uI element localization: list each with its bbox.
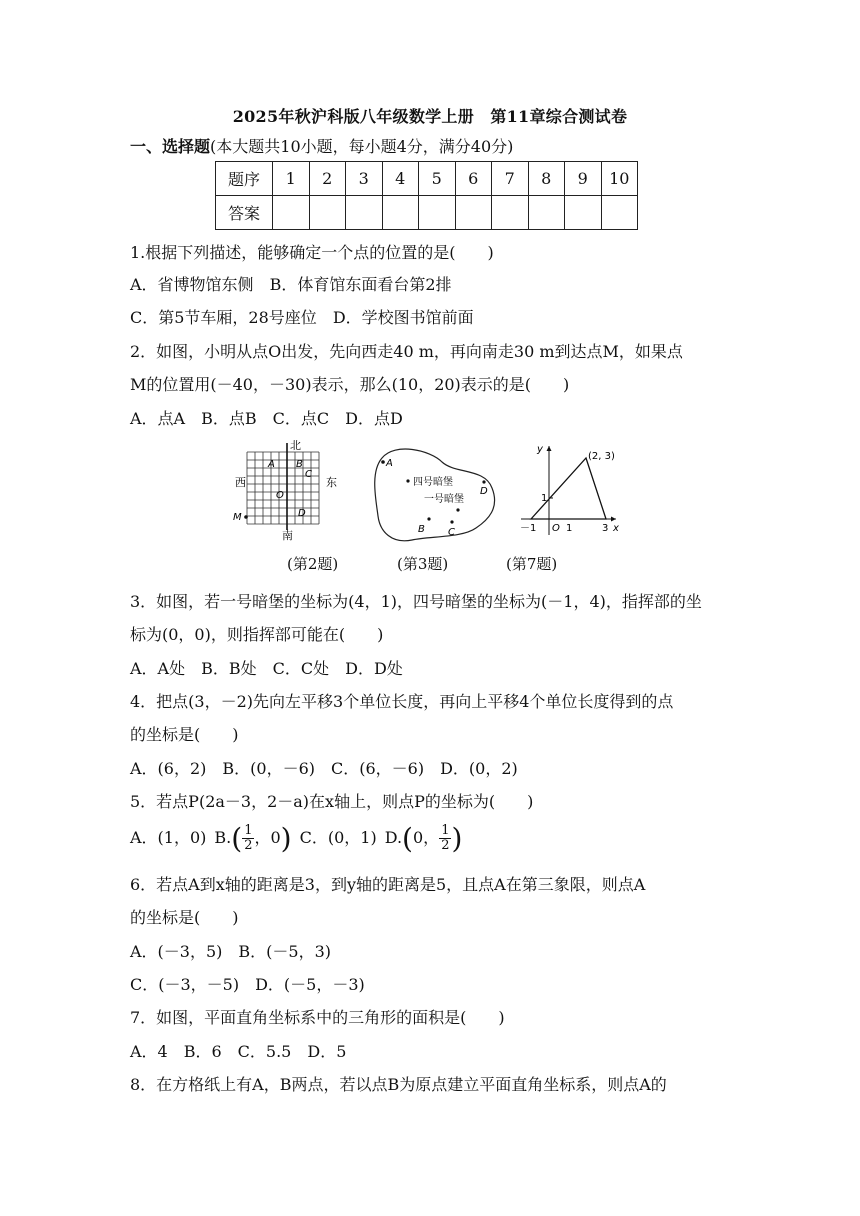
q5-paren-open-d: ( <box>402 822 413 855</box>
fig7-x-label: x <box>613 523 619 534</box>
fig2-grid <box>247 452 319 524</box>
fig3-dot-1 <box>456 508 459 511</box>
table-cell-number: 9 <box>565 162 602 196</box>
answer-cell[interactable] <box>419 196 456 230</box>
fig2-point-m: M <box>233 512 242 523</box>
q4-stem-line2: 的坐标是( ) <box>130 725 239 744</box>
q3-options: A．A处 B．B处 C．C处 D．D处 <box>130 659 403 678</box>
q1-options-row1 <box>130 272 452 295</box>
fig3-point-c: C <box>448 527 455 538</box>
q5-option-d-prefix: D. <box>384 828 403 847</box>
q7-stem: 7．如图，平面直角坐标系中的三角形的面积是( ) <box>130 1008 505 1027</box>
q1-stem: 1.根据下列描述，能够确定一个点的位置的是( ) <box>130 243 494 262</box>
fig3-dot-c <box>450 520 453 523</box>
fig2-point-d: D <box>298 508 306 519</box>
fig7-y-label: y <box>537 444 543 455</box>
fig2-point-b: B <box>296 459 303 470</box>
q5-zero: 0 <box>270 828 281 847</box>
fig3-dot-a <box>381 460 385 464</box>
table-cell-number: 1 <box>273 162 310 196</box>
caption-fig3: (第3题) <box>397 555 449 573</box>
q6-stem-line1: 6．若点A到x轴的距离是3，到y轴的距离是5，且点A在第三象限，则点A <box>130 875 646 894</box>
q1-option-b: B．体育馆东面看台第2排 <box>269 275 452 294</box>
q1-option-a: A．省博物馆东侧 <box>130 275 254 294</box>
answer-table-row-answers <box>216 196 638 230</box>
fig2-east-label: 东 <box>326 476 337 489</box>
answer-table-row-numbers <box>216 162 638 196</box>
table-cell-number: 4 <box>382 162 419 196</box>
table-head-answer: 答案 <box>216 196 273 230</box>
fig2-south-label: 南 <box>282 529 293 542</box>
fig2-north-label: 北 <box>290 440 301 452</box>
section-heading <box>130 134 513 157</box>
table-cell-number: 6 <box>455 162 492 196</box>
fig3-dot-4 <box>406 479 409 482</box>
q5-zero-d: 0 <box>412 828 424 847</box>
q5-option-a: A．(1，0) <box>130 828 207 847</box>
answer-cell[interactable] <box>492 196 529 230</box>
q5-frac-num: 1 <box>244 823 253 838</box>
fig7-origin: O <box>552 523 560 534</box>
table-cell-number: 2 <box>309 162 346 196</box>
q7-options: A．4 B．6 C．5.5 D．5 <box>130 1042 347 1061</box>
fig7-tick-m1: －1 <box>520 523 537 534</box>
q1-option-c: C．第5节车厢，28号座位 <box>130 308 317 327</box>
fig3-point-d: D <box>480 486 488 497</box>
q5-options: A．(1，0) B.( $\frac{1}{2}$ ，0) C．(0，1) D.(0， $\frac{1}{2}$ ) <box>130 822 463 855</box>
fig3-label-1: 一号暗堡 <box>424 494 464 505</box>
answer-cell[interactable] <box>382 196 419 230</box>
answer-cell[interactable] <box>455 196 492 230</box>
q6-stem-line2: 的坐标是( ) <box>130 908 239 927</box>
fig2-west-label: 西 <box>235 476 246 489</box>
q5-frac-den-d: 2 <box>441 838 450 853</box>
q4-stem-line1: 4．把点(3，－2)先向左平移3个单位长度，再向上平移4个单位长度得到的点 <box>130 692 674 711</box>
page-title: 2025年秋沪科版八年级数学上册 第11章综合测试卷 <box>232 107 628 126</box>
q8-stem: 8．在方格纸上有A，B两点，若以点B为原点建立平面直角坐标系，则点A的 <box>130 1075 667 1094</box>
answer-cell[interactable] <box>601 196 638 230</box>
fig7-x-arrow <box>611 517 616 522</box>
fig3-dot-b <box>427 517 430 520</box>
fig3-label-4: 四号暗堡 <box>413 477 453 488</box>
q3-stem-line2: 标为(0，0)，则指挥部可能在( ) <box>130 625 384 644</box>
fig2-dot-m <box>244 515 248 519</box>
fig2-point-o: O <box>276 490 284 501</box>
fig2-point-c: C <box>305 469 312 480</box>
fig7-point-label: (2, 3) <box>588 451 615 462</box>
q5-frac-num-d: 1 <box>441 823 450 838</box>
table-cell-number: 3 <box>346 162 383 196</box>
q4-options: A．(6，2) B．(0，－6) C．(6，－6) D．(0，2) <box>130 759 518 778</box>
q5-fraction-d <box>439 824 451 853</box>
fig7-tick-1y: 1 <box>541 493 548 504</box>
table-head-order: 题序 <box>216 162 273 196</box>
q6-options-ab: A．(－3，5) B．(－5，3) <box>130 942 332 961</box>
q6-options-cd: C．(－3，－5) D．(－5，－3) <box>130 975 365 994</box>
table-cell-number: 8 <box>528 162 565 196</box>
fig7-y-arrow <box>547 446 552 451</box>
q2-stem-line2: M的位置用(－40，－30)表示，那么(10，20)表示的是( ) <box>130 375 570 394</box>
table-cell-number: 10 <box>601 162 638 196</box>
q5-paren-close-d: ) <box>451 822 463 855</box>
q2-stem-line1: 2．如图，小明从点O出发，先向西走40 m，再向南走30 m到达点M，如果点 <box>130 342 683 361</box>
fig7-tick-3: 3 <box>602 523 609 534</box>
q5-paren-open: ( <box>231 822 243 855</box>
answer-cell[interactable] <box>309 196 346 230</box>
fig7-triangle <box>531 458 606 519</box>
fig3-point-b: B <box>418 524 425 535</box>
answer-cell[interactable] <box>346 196 383 230</box>
answer-cell[interactable] <box>565 196 602 230</box>
fig7-tick-1x: 1 <box>566 523 573 534</box>
section-note: (本大题共10小题，每小题4分，满分40分) <box>210 137 514 156</box>
q1-option-d: D．学校图书馆前面 <box>332 308 474 327</box>
q5-fraction-b <box>242 824 254 853</box>
q2-options: A．点A B．点B C．点C D．点D <box>130 409 403 428</box>
table-cell-number: 7 <box>492 162 529 196</box>
table-cell-number: 5 <box>419 162 456 196</box>
q1-options-row2 <box>130 305 474 328</box>
fig3-point-a: A <box>386 458 393 469</box>
q5-frac-den: 2 <box>244 838 253 853</box>
q5-stem: 5．若点P(2a－3，2－a)在x轴上，则点P的坐标为( ) <box>130 792 534 811</box>
caption-fig2: (第2题) <box>287 555 339 573</box>
section-title: 一、选择题 <box>130 137 211 156</box>
answer-table <box>215 161 638 230</box>
q5-option-b-prefix: B. <box>214 828 232 847</box>
answer-cell[interactable] <box>273 196 310 230</box>
q3-stem-line1: 3．如图，若一号暗堡的坐标为(4，1)，四号暗堡的坐标为(－1，4)，指挥部的坐 <box>130 592 702 611</box>
answer-cell[interactable] <box>528 196 565 230</box>
fig2-point-a: A <box>268 459 275 470</box>
q5-paren-close: ) <box>280 822 292 855</box>
q5-option-c: C．(0，1) <box>299 828 377 847</box>
fig3-dot-d <box>482 480 485 483</box>
caption-fig7: (第7题) <box>506 555 558 573</box>
